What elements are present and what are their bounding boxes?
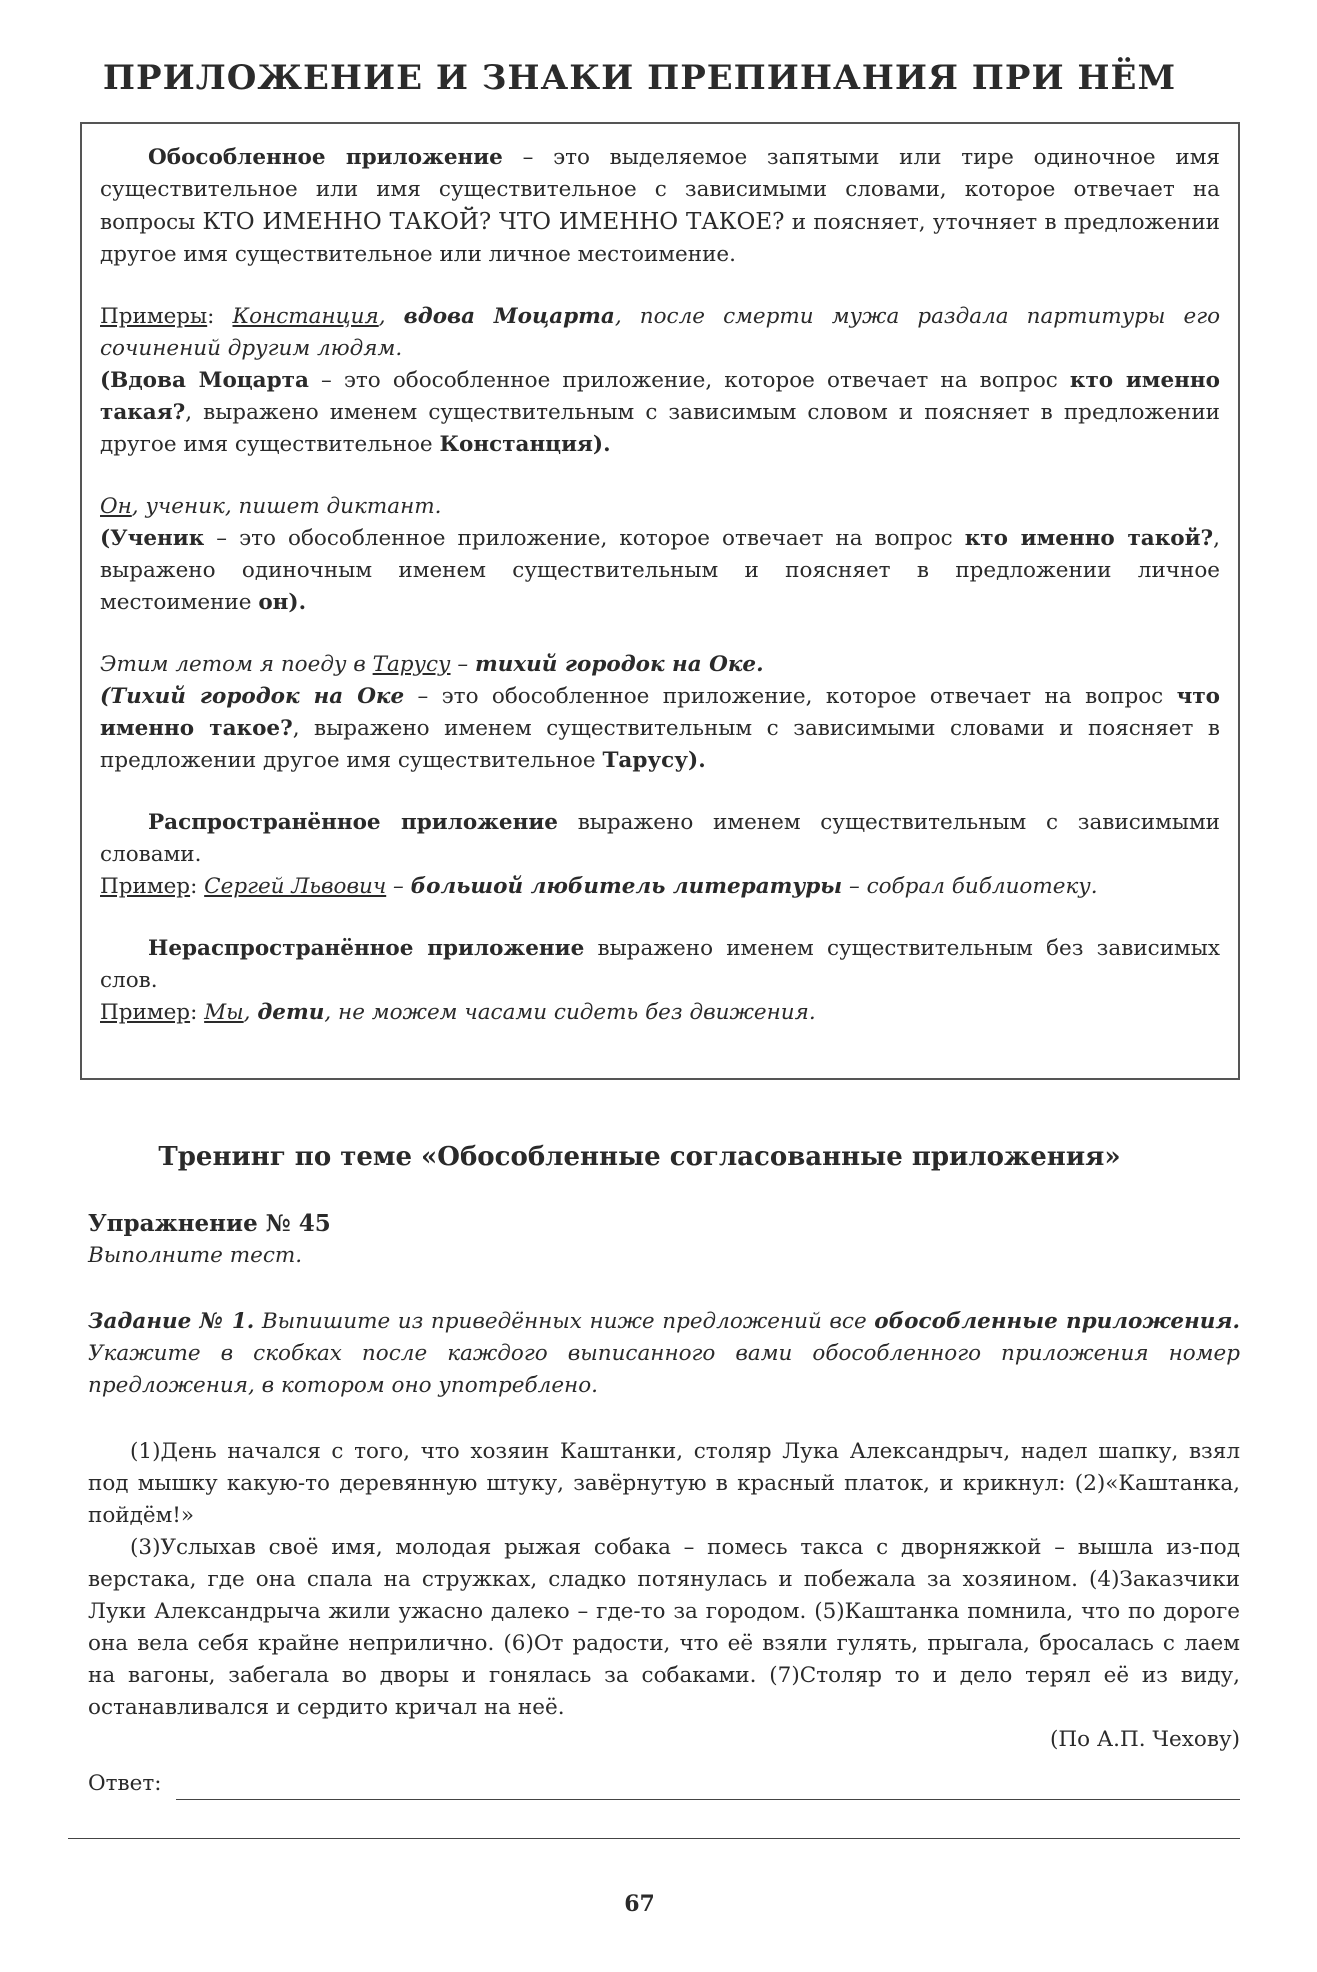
spread-term: Распространённое приложение — [148, 810, 558, 835]
task-text: Выпишите из приведённых ниже предложений все — [254, 1309, 875, 1334]
task-label: Задание № 1. — [88, 1309, 255, 1334]
example-1-explanation-term: (Вдова Моцарта — [100, 368, 309, 393]
definition-text: – это выделяемое запятыми или тире одиночное имя существительное или имя существительное с зависимыми словами, которое отвечает на вопросы — [100, 145, 1220, 235]
example-1-explanation-text-2: , выражено именем существительным с зависимым словом и поясняет в предложении другое имя существительное — [100, 400, 1220, 457]
task-bold: обособленные приложения. — [874, 1309, 1240, 1334]
spread-example: Пример: Сергей Львович – большой любитель литературы – собрал библиотеку. — [100, 874, 1098, 899]
example-2-explanation-pronoun: он). — [258, 590, 307, 615]
example-1-comma: , — [378, 304, 404, 329]
answer-line-2[interactable] — [68, 1814, 1240, 1839]
source-attribution: (По А.П. Чехову) — [1049, 1727, 1240, 1752]
page-number: 67 — [624, 1891, 655, 1917]
example-label-2: Пример — [100, 1000, 191, 1025]
spread-rest: – собрал библиотеку. — [842, 874, 1098, 899]
nonspread-text: выражено именем существительным без зависимых слов. — [100, 936, 1220, 993]
example-1-explanation-noun: Констанция). — [439, 432, 611, 457]
spread-text: выражено именем существительным с зависимыми словами. — [100, 810, 1220, 867]
definition-questions: КТО ИМЕННО ТАКОЙ? ЧТО ИМЕННО ТАКОЕ? — [202, 209, 785, 235]
example-3-explanation-text-2: , выражено именем существительным с зависимыми словами и поясняет в предложении другое имя существительное — [100, 716, 1220, 773]
task-text-2: Укажите в скобках после каждого выписанного вами обособленного приложения номер предложения, в котором оно употреблено. — [88, 1341, 1240, 1398]
example-3 — [100, 649, 1220, 681]
example-1-rest: , после смерти мужа раздала партитуры его сочинений другим людям. — [100, 304, 1221, 361]
example-2-explanation-text-2: , выражено одиночным именем существительным и поясняет в предложении личное местоимение — [100, 526, 1220, 615]
answer-label: Ответ: — [88, 1771, 162, 1796]
example-3-noun: Тарусу — [372, 652, 451, 677]
nonspread-term: Нераспространённое приложение — [148, 936, 585, 961]
example-1: Примеры: Констанция, вдова Моцарта, после смерти мужа раздала партитуры его сочинений другим людям. — [100, 304, 1221, 361]
example-3-explanation-noun: Тарусу). — [602, 748, 706, 773]
spread-dash: – — [386, 874, 411, 899]
text-paragraph-1: (1)День начался с того, что хозяин Каштанки, столяр Лука Александрыч, надел шапку, взял под мышку какую-то деревянную штуку, завёрнутую в красный платок, и крикнул: (2)«Каштанка, пойдём!» — [88, 1439, 1240, 1528]
example-1-explanation — [100, 365, 1220, 461]
example-3-explanation — [100, 681, 1220, 777]
example-2-explanation-term: (Ученик — [100, 526, 205, 551]
spread-definition — [100, 807, 1220, 871]
example-3-dash: – — [450, 652, 475, 677]
training-title: Тренинг по теме «Обособленные согласованные приложения» — [158, 1142, 1121, 1172]
example-2-rest: , ученик, пишет диктант. — [131, 494, 442, 519]
example-2-explanation — [100, 523, 1220, 619]
task — [88, 1306, 1240, 1402]
nonspread-example: Пример: Мы, дети, не можем часами сидеть без движения. — [100, 1000, 816, 1025]
exercise — [88, 1208, 1240, 1839]
example-2 — [100, 491, 1220, 523]
examples-label: Примеры — [100, 304, 208, 329]
spread-appositive: большой любитель литературы — [410, 874, 843, 899]
nonspread-appositive: дети — [257, 1000, 325, 1025]
nonspread-comma: , — [243, 1000, 258, 1025]
nonspread-pronoun: Мы — [204, 1000, 244, 1025]
example-1-explanation-text: – это обособленное приложение, которое отвечает на вопрос — [308, 368, 1070, 393]
example-3-explanation-text: – это обособленное приложение, которое отвечает на вопрос — [404, 684, 1177, 709]
nonspread-definition — [100, 933, 1220, 997]
example-3-explanation-term: (Тихий городок на Оке — [100, 684, 405, 709]
example-3-explanation-question: что именно такое? — [100, 684, 1220, 741]
example-1-noun: Констанция — [232, 304, 379, 329]
example-label: Пример — [100, 874, 191, 899]
exercise-instruction: Выполните тест. — [88, 1243, 303, 1268]
example-3-appositive: тихий городок на Оке. — [474, 652, 764, 677]
rule-box — [80, 122, 1240, 1080]
text-paragraph-2: (3)Услыхав своё имя, молодая рыжая собака – помесь такса с дворняжкой – вышла из-под верстака, где она спала на стружках, сладко потянулась и побежала за хозяином. (4)Заказчики Луки Александрыча жили ужасно далеко – где-то за городом. (5)Каштанка помнила, что по дороге она вела себя крайне неприлично. (6)От радости, что её взяли гулять, прыгала, бросалась с лаем на вагоны, забегала во дворы и гонялась за собаками. (7)Столяр то и дело терял её из виду, останавливался и сердито кричал на неё. — [88, 1535, 1240, 1720]
example-2-explanation-question: кто именно такой? — [964, 526, 1214, 551]
answer-line[interactable] — [176, 1773, 1241, 1800]
page-title: ПРИЛОЖЕНИЕ И ЗНАКИ ПРЕПИНАНИЯ ПРИ НЁМ — [102, 58, 1177, 98]
example-2-pronoun: Он — [100, 494, 132, 519]
example-1-appositive: вдова Моцарта — [403, 304, 615, 329]
example-1-explanation-question: кто именно такая? — [100, 368, 1220, 425]
answer-row — [88, 1768, 1240, 1800]
definition-term: Обособленное приложение — [148, 145, 503, 170]
example-3-start: Этим летом я поеду в — [100, 652, 373, 677]
definition-paragraph — [100, 142, 1220, 271]
nonspread-rest: , не можем часами сидеть без движения. — [324, 1000, 816, 1025]
exercise-label: Упражнение № 45 — [88, 1210, 331, 1237]
example-2-explanation-text: – это обособленное приложение, которое отвечает на вопрос — [204, 526, 965, 551]
spread-noun: Сергей Львович — [204, 874, 387, 899]
source-text — [88, 1436, 1240, 1756]
definition-text-end: и поясняет, уточняет в предложении другое имя существительное или личное местоимение. — [100, 210, 1220, 267]
